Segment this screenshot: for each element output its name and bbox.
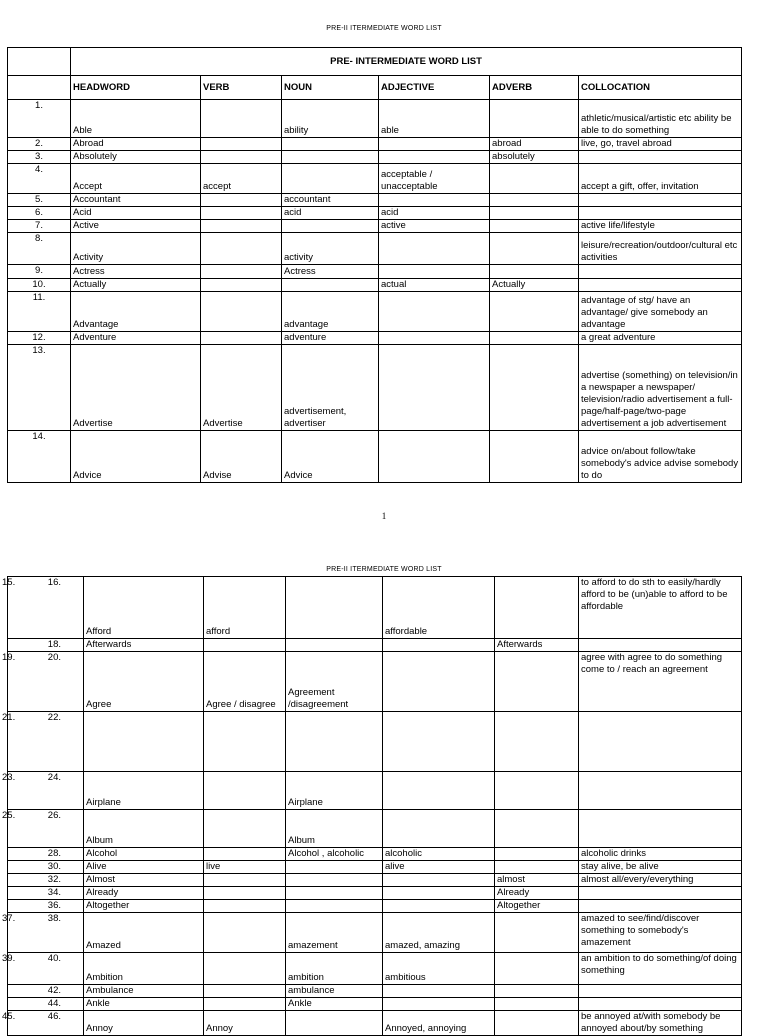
- row-number-b: 38.: [47, 913, 61, 924]
- table-row: [8, 164, 742, 194]
- adjective-cell: able: [379, 100, 490, 138]
- adverb-cell: [490, 207, 579, 220]
- row-number: 1.: [8, 100, 71, 138]
- collocation-cell: [579, 887, 742, 900]
- collocation-cell: [579, 998, 742, 1011]
- adjective-cell: acid: [379, 207, 490, 220]
- table-row: [8, 233, 742, 265]
- adverb-cell: abroad: [490, 138, 579, 151]
- adverb-cell: [495, 913, 579, 953]
- table-row: [8, 900, 742, 913]
- row-number-a: 15.: [2, 577, 16, 588]
- adjective-cell: alive: [383, 861, 495, 874]
- headword-cell: Annoy: [84, 1011, 204, 1036]
- verb-cell: [201, 138, 282, 151]
- table-row: [8, 100, 742, 138]
- row-number: 5.: [8, 194, 71, 207]
- headword-cell: Afford: [84, 577, 204, 639]
- noun-cell: amazement: [286, 913, 383, 953]
- row-number-a: 39.: [2, 953, 16, 964]
- table-row: [8, 772, 742, 810]
- row-number: 8.: [8, 233, 71, 265]
- noun-cell: [282, 138, 379, 151]
- adverb-cell: [490, 265, 579, 279]
- noun-cell: [282, 220, 379, 233]
- verb-cell: [204, 772, 286, 810]
- table-row: [8, 913, 742, 953]
- adverb-cell: absolutely: [490, 151, 579, 164]
- verb-cell: [201, 100, 282, 138]
- col-header-verb: VERB: [201, 76, 282, 100]
- adjective-cell: [383, 772, 495, 810]
- adverb-cell: [495, 712, 579, 772]
- adverb-cell: [490, 220, 579, 233]
- row-number-b: 28.: [47, 848, 61, 859]
- adverb-cell: [495, 848, 579, 861]
- row-number: 4.: [8, 164, 71, 194]
- verb-cell: [204, 848, 286, 861]
- adverb-cell: [495, 652, 579, 712]
- row-number-a: 25.: [2, 810, 16, 821]
- headword-cell: Able: [71, 100, 201, 138]
- verb-cell: [204, 900, 286, 913]
- row-number-b: 16.: [47, 577, 61, 588]
- verb-cell: accept: [201, 164, 282, 194]
- noun-cell: [286, 874, 383, 887]
- headword-cell: Alive: [84, 861, 204, 874]
- row-number-b: 36.: [47, 900, 61, 911]
- table-row: [8, 998, 742, 1011]
- row-number: [2, 652, 84, 712]
- headword-cell: Altogether: [84, 900, 204, 913]
- verb-cell: live: [204, 861, 286, 874]
- table-row: [8, 431, 742, 483]
- title-blank-cell: [8, 48, 71, 76]
- table-row: [8, 292, 742, 332]
- noun-cell: [286, 577, 383, 639]
- collocation-cell: to afford to do sth to easily/hardly afford to be (un)able to afford to be affordable: [579, 577, 742, 639]
- table-row: [8, 279, 742, 292]
- adjective-cell: [383, 985, 495, 998]
- headword-cell: Actress: [71, 265, 201, 279]
- row-number-a: 45.: [2, 1011, 16, 1022]
- row-number: [8, 861, 84, 874]
- row-number-b: 46.: [47, 1011, 61, 1022]
- verb-cell: [204, 874, 286, 887]
- verb-cell: Advise: [201, 431, 282, 483]
- noun-cell: ambition: [286, 953, 383, 985]
- collocation-cell: leisure/recreation/outdoor/cultural etc activities: [579, 233, 742, 265]
- adverb-cell: [495, 577, 579, 639]
- headword-cell: Accept: [71, 164, 201, 194]
- adverb-cell: [490, 431, 579, 483]
- noun-cell: [286, 900, 383, 913]
- collocation-cell: alcoholic drinks: [579, 848, 742, 861]
- row-number: 3.: [8, 151, 71, 164]
- adjective-cell: [383, 874, 495, 887]
- page-header: PRE-II ITERMEDIATE WORD LIST: [326, 25, 442, 32]
- adverb-cell: [490, 100, 579, 138]
- row-number: 9.: [8, 265, 71, 279]
- verb-cell: [204, 887, 286, 900]
- noun-cell: Album: [286, 810, 383, 848]
- num-header-cell: [8, 76, 71, 100]
- headword-cell: Amazed: [84, 913, 204, 953]
- row-number-b: 34.: [47, 887, 61, 898]
- adjective-cell: [379, 138, 490, 151]
- collocation-cell: active life/lifestyle: [579, 220, 742, 233]
- col-header-headword: HEADWORD: [71, 76, 201, 100]
- page-number: 1: [381, 511, 387, 521]
- noun-cell: [282, 151, 379, 164]
- adverb-cell: Afterwards: [495, 639, 579, 652]
- verb-cell: [201, 265, 282, 279]
- collocation-cell: advantage of stg/ have an advantage/ give somebody an advantage: [579, 292, 742, 332]
- row-number-b: 24.: [47, 772, 61, 783]
- row-number: 14.: [8, 431, 71, 483]
- noun-cell: [286, 639, 383, 652]
- adverb-cell: [490, 345, 579, 431]
- row-number: [2, 577, 84, 639]
- adverb-cell: [490, 332, 579, 345]
- table-row: [8, 207, 742, 220]
- row-number: 2.: [8, 138, 71, 151]
- collocation-cell: [579, 712, 742, 772]
- row-number: [8, 887, 84, 900]
- noun-cell: [282, 279, 379, 292]
- collocation-cell: [579, 151, 742, 164]
- row-number: 12.: [8, 332, 71, 345]
- table-row: [8, 332, 742, 345]
- headword-cell: Alcohol: [84, 848, 204, 861]
- verb-cell: Annoy: [204, 1011, 286, 1036]
- col-header-collocation: COLLOCATION: [579, 76, 742, 100]
- headword-cell: Activity: [71, 233, 201, 265]
- adverb-cell: [495, 953, 579, 985]
- table-row: [8, 345, 742, 431]
- collocation-cell: athletic/musical/artistic etc ability be able to do something: [579, 100, 742, 138]
- table-row: [8, 652, 742, 712]
- row-number: 6.: [8, 207, 71, 220]
- row-number: [8, 639, 84, 652]
- row-number: [2, 772, 84, 810]
- verb-cell: [204, 953, 286, 985]
- col-header-adverb: ADVERB: [490, 76, 579, 100]
- adjective-cell: acceptable / unacceptable: [379, 164, 490, 194]
- adverb-cell: [490, 164, 579, 194]
- table-row: [8, 194, 742, 207]
- adjective-cell: amazed, amazing: [383, 913, 495, 953]
- headword-cell: Afterwards: [84, 639, 204, 652]
- verb-cell: Advertise: [201, 345, 282, 431]
- verb-cell: [204, 913, 286, 953]
- headword-cell: Active: [71, 220, 201, 233]
- noun-cell: Ankle: [286, 998, 383, 1011]
- adverb-cell: [495, 998, 579, 1011]
- adverb-cell: [490, 233, 579, 265]
- noun-cell: advantage: [282, 292, 379, 332]
- row-number-a: 19.: [2, 652, 16, 663]
- row-number: [2, 1011, 84, 1036]
- table-row: [8, 712, 742, 772]
- row-number: 13.: [8, 345, 71, 431]
- noun-cell: adventure: [282, 332, 379, 345]
- noun-cell: Actress: [282, 265, 379, 279]
- verb-cell: [201, 233, 282, 265]
- row-number-b: 40.: [47, 953, 61, 964]
- verb-cell: [204, 998, 286, 1011]
- row-number: [2, 953, 84, 985]
- noun-cell: ambulance: [286, 985, 383, 998]
- collocation-cell: [579, 279, 742, 292]
- table-row: [8, 887, 742, 900]
- headword-cell: Abroad: [71, 138, 201, 151]
- headword-cell: Acid: [71, 207, 201, 220]
- row-number-b: 32.: [47, 874, 61, 885]
- headword-cell: Advertise: [71, 345, 201, 431]
- verb-cell: [201, 151, 282, 164]
- adverb-cell: Already: [495, 887, 579, 900]
- adverb-cell: almost: [495, 874, 579, 887]
- collocation-cell: [579, 772, 742, 810]
- headword-cell: Agree: [84, 652, 204, 712]
- word-list-table-page-2: [2, 576, 742, 1036]
- collocation-cell: live, go, travel abroad: [579, 138, 742, 151]
- noun-cell: activity: [282, 233, 379, 265]
- noun-cell: [286, 887, 383, 900]
- noun-cell: ability: [282, 100, 379, 138]
- noun-cell: [286, 712, 383, 772]
- row-number: 10.: [8, 279, 71, 292]
- headword-cell: Airplane: [84, 772, 204, 810]
- col-header-noun: NOUN: [282, 76, 379, 100]
- row-number-b: 26.: [47, 810, 61, 821]
- verb-cell: [201, 194, 282, 207]
- table-row: [8, 577, 742, 639]
- row-number-a: 37.: [2, 913, 16, 924]
- noun-cell: Airplane: [286, 772, 383, 810]
- adjective-cell: affordable: [383, 577, 495, 639]
- row-number-b: 42.: [47, 985, 61, 996]
- row-number-b: 44.: [47, 998, 61, 1009]
- adjective-cell: [379, 265, 490, 279]
- adjective-cell: [383, 639, 495, 652]
- noun-cell: accountant: [282, 194, 379, 207]
- row-number: [8, 900, 84, 913]
- table-row: [8, 874, 742, 887]
- adverb-cell: [495, 810, 579, 848]
- verb-cell: [201, 207, 282, 220]
- headword-cell: Advantage: [71, 292, 201, 332]
- adverb-cell: [490, 292, 579, 332]
- verb-cell: [201, 220, 282, 233]
- adverb-cell: [490, 194, 579, 207]
- collocation-cell: [579, 265, 742, 279]
- row-number: [8, 985, 84, 998]
- table-row: [8, 220, 742, 233]
- row-number: [2, 810, 84, 848]
- headword-cell: Ambulance: [84, 985, 204, 998]
- collocation-cell: amazed to see/find/discover something to somebody's amazement: [579, 913, 742, 953]
- col-header-adjective: ADJECTIVE: [379, 76, 490, 100]
- noun-cell: [282, 164, 379, 194]
- headword-cell: Almost: [84, 874, 204, 887]
- verb-cell: [204, 712, 286, 772]
- headword-cell: Ambition: [84, 953, 204, 985]
- adjective-cell: [383, 810, 495, 848]
- collocation-cell: agree with agree to do something come to / reach an agreement: [579, 652, 742, 712]
- row-number-a: 21.: [2, 712, 16, 723]
- row-number: [8, 874, 84, 887]
- headword-cell: Ankle: [84, 998, 204, 1011]
- adjective-cell: [383, 900, 495, 913]
- adjective-cell: ambitious: [383, 953, 495, 985]
- headword-cell: Already: [84, 887, 204, 900]
- adjective-cell: active: [379, 220, 490, 233]
- adjective-cell: [379, 431, 490, 483]
- row-number: [2, 913, 84, 953]
- headword-cell: Actually: [71, 279, 201, 292]
- row-number: [8, 848, 84, 861]
- collocation-cell: [579, 900, 742, 913]
- table-row: [8, 639, 742, 652]
- row-number: [8, 998, 84, 1011]
- collocation-cell: a great adventure: [579, 332, 742, 345]
- table-row: [8, 985, 742, 998]
- collocation-cell: [579, 985, 742, 998]
- collocation-cell: [579, 194, 742, 207]
- adverb-cell: Altogether: [495, 900, 579, 913]
- adjective-cell: [383, 998, 495, 1011]
- adjective-cell: [379, 332, 490, 345]
- adjective-cell: alcoholic: [383, 848, 495, 861]
- collocation-cell: stay alive, be alive: [579, 861, 742, 874]
- adjective-cell: [383, 887, 495, 900]
- collocation-cell: advertise (something) on television/in a newspaper a newspaper/ television/radio advertisement a full- page/half-page/two-page advertisement a job advertisement: [579, 345, 742, 431]
- adjective-cell: [379, 345, 490, 431]
- adverb-cell: [495, 861, 579, 874]
- adjective-cell: [379, 292, 490, 332]
- row-number: 7.: [8, 220, 71, 233]
- row-number-b: 30.: [47, 861, 61, 872]
- headword-cell: Album: [84, 810, 204, 848]
- verb-cell: afford: [204, 577, 286, 639]
- verb-cell: [204, 639, 286, 652]
- row-number: 11.: [8, 292, 71, 332]
- adverb-cell: [495, 1011, 579, 1036]
- adverb-cell: [495, 772, 579, 810]
- collocation-cell: be annoyed at/with somebody be annoyed about/by something: [579, 1011, 742, 1036]
- noun-cell: Advice: [282, 431, 379, 483]
- adjective-cell: [379, 233, 490, 265]
- noun-cell: [286, 861, 383, 874]
- table-row: [8, 848, 742, 861]
- word-list-table-page-1: [7, 47, 742, 483]
- row-number: [2, 712, 84, 772]
- headword-cell: Accountant: [71, 194, 201, 207]
- row-number-b: 18.: [47, 639, 61, 650]
- adverb-cell: Actually: [490, 279, 579, 292]
- table-row: [8, 151, 742, 164]
- collocation-cell: [579, 639, 742, 652]
- table-row: [8, 861, 742, 874]
- headword-cell: Adventure: [71, 332, 201, 345]
- collocation-cell: almost all/every/everything: [579, 874, 742, 887]
- table-row: [8, 265, 742, 279]
- verb-cell: [201, 292, 282, 332]
- collocation-cell: accept a gift, offer, invitation: [579, 164, 742, 194]
- collocation-cell: [579, 207, 742, 220]
- verb-cell: [204, 810, 286, 848]
- row-number-a: 23.: [2, 772, 16, 783]
- table-row: [8, 953, 742, 985]
- adjective-cell: [379, 151, 490, 164]
- noun-cell: [286, 1011, 383, 1036]
- adjective-cell: [383, 652, 495, 712]
- collocation-cell: an ambition to do something/of doing something: [579, 953, 742, 985]
- adjective-cell: [379, 194, 490, 207]
- row-number-b: 20.: [47, 652, 61, 663]
- table-row: [8, 1011, 742, 1036]
- table-row: [8, 138, 742, 151]
- headword-cell: Advice: [71, 431, 201, 483]
- headword-cell: [84, 712, 204, 772]
- adjective-cell: [383, 712, 495, 772]
- verb-cell: [201, 332, 282, 345]
- noun-cell: Alcohol , alcoholic: [286, 848, 383, 861]
- table-title: PRE- INTERMEDIATE WORD LIST: [71, 48, 742, 76]
- noun-cell: Agreement /disagreement: [286, 652, 383, 712]
- page-header-2: PRE-II ITERMEDIATE WORD LIST: [326, 566, 442, 573]
- adjective-cell: Annoyed, annoying: [383, 1011, 495, 1036]
- noun-cell: acid: [282, 207, 379, 220]
- adverb-cell: [495, 985, 579, 998]
- adjective-cell: actual: [379, 279, 490, 292]
- verb-cell: [204, 985, 286, 998]
- row-number-b: 22.: [47, 712, 61, 723]
- collocation-cell: [579, 810, 742, 848]
- verb-cell: Agree / disagree: [204, 652, 286, 712]
- verb-cell: [201, 279, 282, 292]
- table-row: [8, 810, 742, 848]
- headword-cell: Absolutely: [71, 151, 201, 164]
- collocation-cell: advice on/about follow/take somebody's advice advise somebody to do: [579, 431, 742, 483]
- noun-cell: advertisement, advertiser: [282, 345, 379, 431]
